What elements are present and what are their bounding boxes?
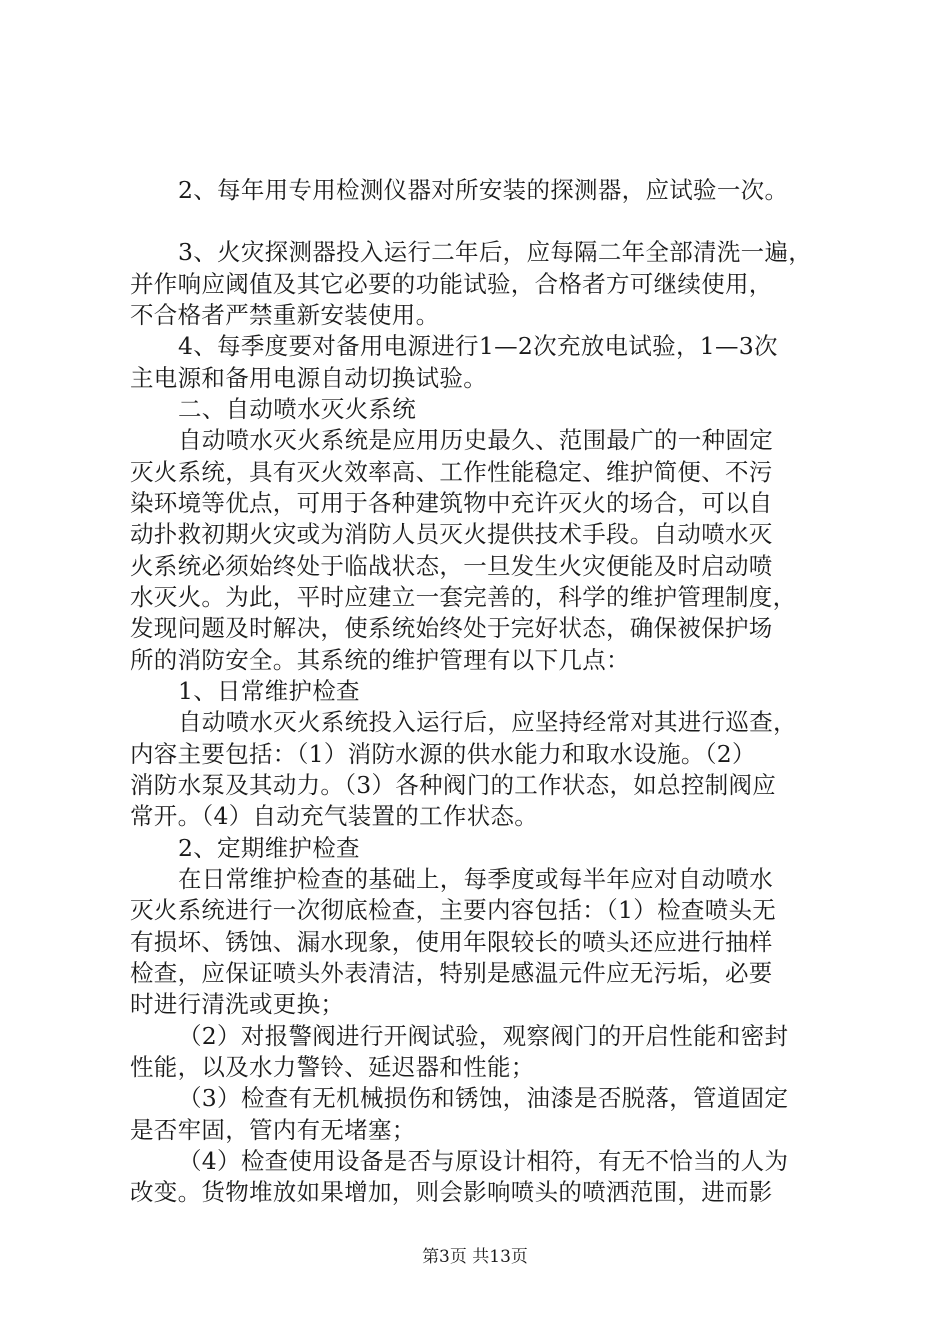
page-footer: 第3页 共13页	[422, 1247, 528, 1267]
text-line: 水灭火。为此，平时应建立一套完善的，科学的维护管理制度，	[130, 583, 797, 611]
text-line: 主电源和备用电源自动切换试验。	[130, 364, 487, 392]
text-line: 是否牢固，管内有无堵塞；	[130, 1116, 416, 1144]
text-line: 改变。货物堆放如果增加，则会影响喷头的喷洒范围，进而影	[130, 1178, 773, 1206]
text-line: 消防水泵及其动力。（3）各种阀门的工作状态，如总控制阀应	[130, 771, 777, 799]
text-line: 自动喷水灭火系统是应用历史最久、范围最广的一种固定	[178, 426, 773, 454]
subsection-heading: 1、日常维护检查	[178, 677, 360, 705]
text-line: 3、火灾探测器投入运行二年后，应每隔二年全部清洗一遍，	[178, 238, 813, 266]
text-line: 染环境等优点，可用于各种建筑物中充许灭火的场合，可以自	[130, 489, 773, 517]
text-line: 时进行清洗或更换；	[130, 990, 345, 1018]
text-line: 检查，应保证喷头外表清洁，特别是感温元件应无污垢，必要	[130, 959, 773, 987]
text-line: 内容主要包括：（1）消防水源的供水能力和取水设施。（2）	[130, 740, 756, 768]
text-line: （3）检查有无机械损伤和锈蚀，油漆是否脱落，管道固定	[178, 1084, 789, 1112]
text-line: 性能，以及水力警铃、延迟器和性能；	[130, 1053, 535, 1081]
text-line: 自动喷水灭火系统投入运行后，应坚持经常对其进行巡查，	[178, 708, 797, 736]
text-line: 发现问题及时解决，使系统始终处于完好状态，确保被保护场	[130, 614, 773, 642]
text-line: 灭火系统，具有灭火效率高、工作性能稳定、维护简便、不污	[130, 458, 773, 486]
text-line: 常开。（4）自动充气装置的工作状态。	[130, 802, 539, 830]
text-line: 并作响应阈值及其它必要的功能试验，合格者方可继续使用，	[130, 270, 773, 298]
text-line: 灭火系统进行一次彻底检查，主要内容包括：（1）检查喷头无	[130, 896, 777, 924]
text-line: （2）对报警阀进行开阀试验，观察阀门的开启性能和密封	[178, 1022, 789, 1050]
text-line: 不合格者严禁重新安装使用。	[130, 301, 440, 329]
text-line: 动扑救初期火灾或为消防人员灭火提供技术手段。自动喷水灭	[130, 520, 773, 548]
subsection-heading: 2、定期维护检查	[178, 834, 360, 862]
text-line: 火系统必须始终处于临战状态，一旦发生火灾便能及时启动喷	[130, 552, 773, 580]
text-line: 2、每年用专用检测仪器对所安装的探测器，应试验一次。	[178, 176, 789, 204]
text-line: 有损坏、锈蚀、漏水现象，使用年限较长的喷头还应进行抽样	[130, 928, 773, 956]
text-line: 4、每季度要对备用电源进行1—2次充放电试验，1—3次	[178, 332, 778, 360]
section-heading: 二、自动喷水灭火系统	[178, 395, 416, 423]
text-line: 在日常维护检查的基础上，每季度或每半年应对自动喷水	[178, 865, 773, 893]
text-line: （4）检查使用设备是否与原设计相符，有无不恰当的人为	[178, 1147, 789, 1175]
text-line: 所的消防安全。其系统的维护管理有以下几点：	[130, 646, 630, 674]
